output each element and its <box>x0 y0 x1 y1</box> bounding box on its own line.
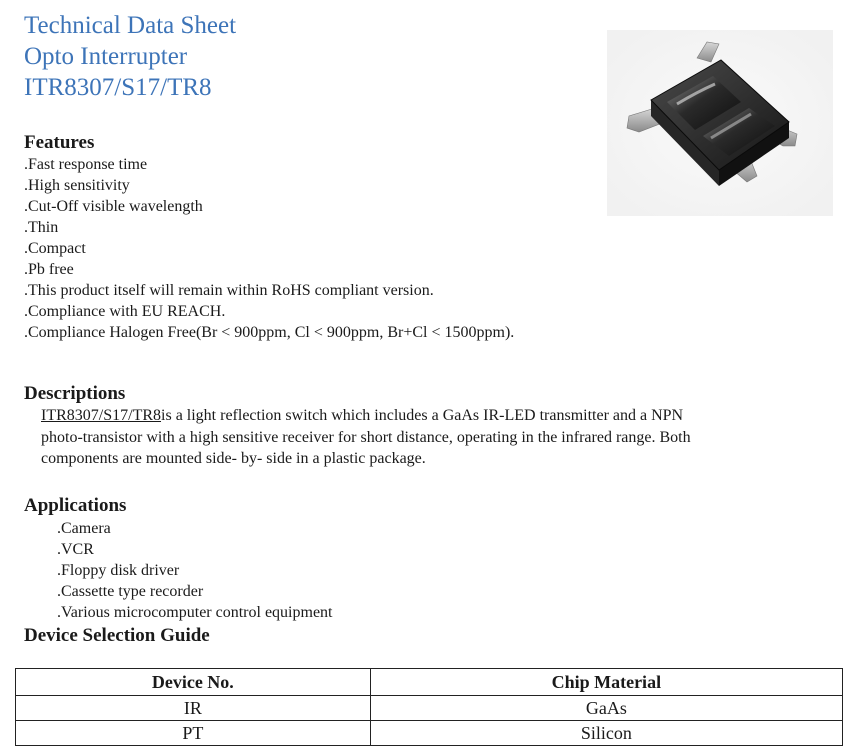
table-cell: GaAs <box>370 696 842 721</box>
table-header-row <box>16 669 843 696</box>
list-item: .This product itself will remain within RoHS compliant version. <box>24 282 434 299</box>
table-cell: PT <box>16 721 371 746</box>
selection-guide-heading: Device Selection Guide <box>24 625 210 646</box>
document-title <box>24 10 236 103</box>
list-item: .Pb free <box>24 261 74 278</box>
features-heading: Features <box>24 132 95 153</box>
selection-guide-table <box>15 668 843 746</box>
list-item: .Compliance with EU REACH. <box>24 303 226 320</box>
part-number-link: ITR8307/S17/TR8 <box>41 407 162 424</box>
description-text <box>41 405 811 470</box>
table-cell: IR <box>16 696 371 721</box>
applications-list <box>57 518 332 623</box>
description-line-1-rest: is a light reflection switch which includes a GaAs IR-LED transmitter and a NPN <box>161 407 684 424</box>
table-row <box>16 721 843 746</box>
descriptions-heading: Descriptions <box>24 383 126 404</box>
list-item: .Compliance Halogen Free(Br < 900ppm, Cl < 900ppm, Br+Cl < 1500ppm). <box>24 324 515 341</box>
list-item: .High sensitivity <box>24 177 130 194</box>
list-item: .Thin <box>24 219 59 236</box>
description-line-1 <box>41 405 811 427</box>
table-row <box>16 696 843 721</box>
description-line-2: photo-transistor with a high sensitive receiver for short distance, operating in the infrared range. Both <box>41 428 691 446</box>
list-item: .Camera <box>57 520 111 537</box>
title-line-2: Opto Interrupter <box>24 43 188 70</box>
title-line-3: ITR8307/S17/TR8 <box>24 74 212 101</box>
features-list <box>24 154 514 343</box>
applications-heading: Applications <box>24 495 127 516</box>
list-item: .Various microcomputer control equipment <box>57 604 333 621</box>
table-cell: Silicon <box>370 721 842 746</box>
list-item: .Floppy disk driver <box>57 562 180 579</box>
list-item: .VCR <box>57 541 94 558</box>
list-item: .Compact <box>24 240 86 257</box>
list-item: .Cut-Off visible wavelength <box>24 198 203 215</box>
column-header: Device No. <box>16 669 371 696</box>
description-line-3: components are mounted side- by- side in a plastic package. <box>41 450 426 467</box>
title-line-1: Technical Data Sheet <box>24 12 237 39</box>
column-header: Chip Material <box>370 669 842 696</box>
list-item: .Fast response time <box>24 156 148 173</box>
list-item: .Cassette type recorder <box>57 583 204 600</box>
product-image <box>607 30 833 216</box>
